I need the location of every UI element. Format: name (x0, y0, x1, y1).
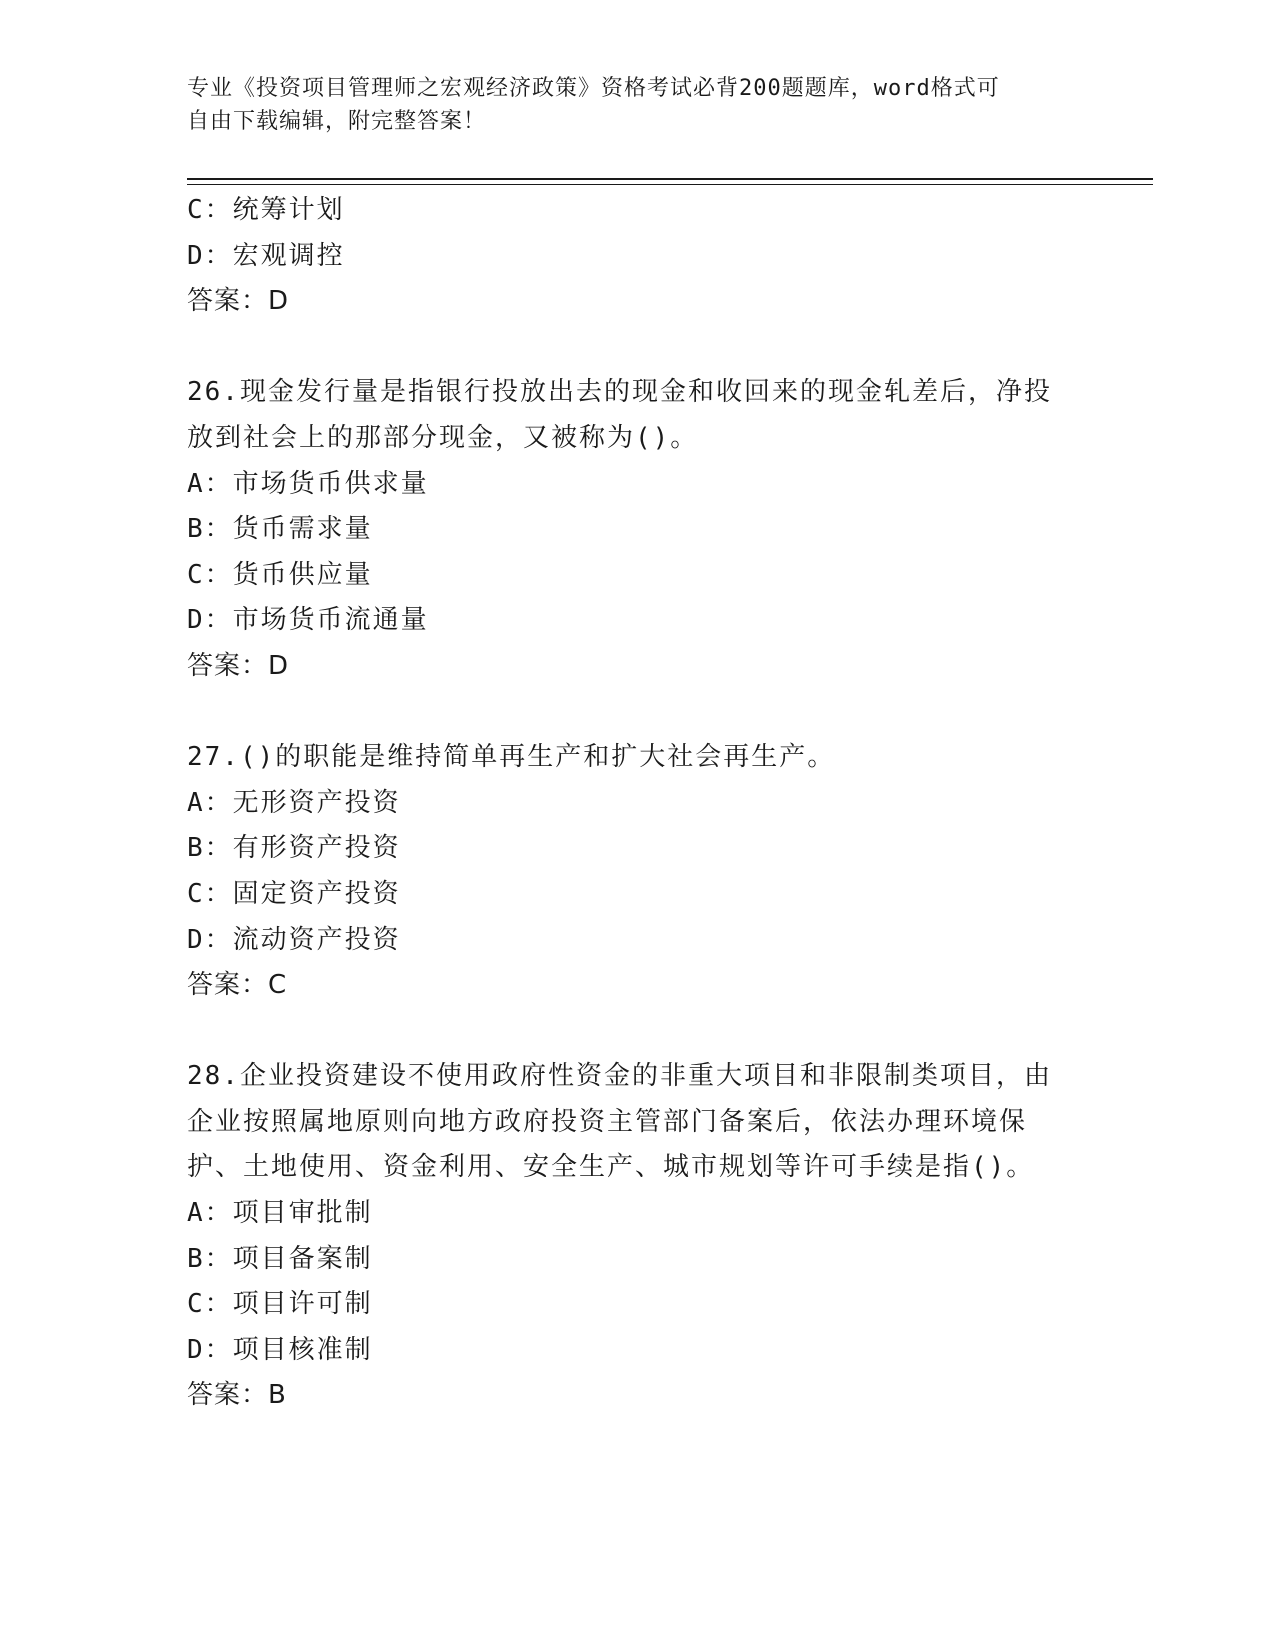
option-a: A：市场货币供求量 (187, 468, 429, 499)
option-b: B：货币需求量 (187, 514, 373, 545)
header-line-2: 自由下载编辑，附完整答案！ (187, 109, 487, 134)
question-stem: 27.()的职能是维持简单再生产和扩大社会再生产。 (187, 742, 836, 773)
question-stem: 放到社会上的那部分现金，又被称为()。 (187, 422, 699, 453)
header-divider-thick (187, 178, 1153, 180)
question-26 (187, 370, 1087, 689)
question-25 (187, 188, 1087, 325)
option-d: D：流动资产投资 (187, 924, 401, 955)
question-27 (187, 735, 1087, 1009)
answer: 答案：B (187, 1380, 287, 1411)
header-line-1: 专业《投资项目管理师之宏观经济政策》资格考试必背200题题库，word格式可 (187, 76, 1000, 101)
spacer (187, 690, 1087, 736)
spacer (187, 325, 1087, 371)
question-stem: 26.现金发行量是指银行投放出去的现金和收回来的现金轧差后，净投 (187, 377, 1052, 408)
question-stem: 企业按照属地原则向地方政府投资主管部门备案后，依法办理环境保 (187, 1106, 1028, 1137)
option-d: D：项目核准制 (187, 1334, 373, 1365)
option-a: A：项目审批制 (187, 1198, 373, 1229)
answer: 答案：C (187, 970, 288, 1001)
question-stem: 28.企业投资建设不使用政府性资金的非重大项目和非限制类项目，由 (187, 1061, 1052, 1092)
answer: 答案：D (187, 286, 290, 317)
option-b: B：项目备案制 (187, 1243, 373, 1274)
question-stem: 护、土地使用、资金利用、安全生产、城市规划等许可手续是指()。 (187, 1152, 1035, 1183)
option-d: D：市场货币流通量 (187, 605, 429, 636)
option-c: C：货币供应量 (187, 559, 373, 590)
question-28 (187, 1054, 1087, 1419)
document-header (187, 72, 1087, 138)
option-b: B：有形资产投资 (187, 833, 401, 864)
option-d: D：宏观调控 (187, 240, 345, 271)
header-divider-thin (187, 184, 1153, 185)
option-a: A：无形资产投资 (187, 787, 401, 818)
spacer (187, 1009, 1087, 1055)
option-c: C：统筹计划 (187, 195, 345, 225)
option-c: C：项目许可制 (187, 1289, 373, 1320)
answer: 答案：D (187, 650, 290, 681)
option-c: C：固定资产投资 (187, 878, 401, 909)
document-body (187, 188, 1087, 1419)
